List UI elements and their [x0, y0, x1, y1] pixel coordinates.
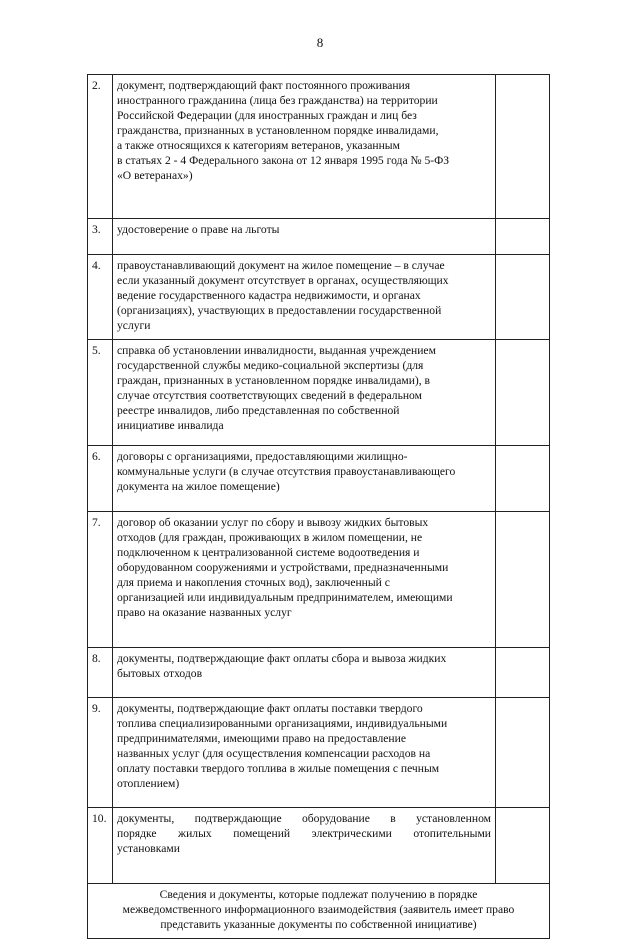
row-text-line: коммунальные услуги (в случае отсутствия правоустанавливающего — [117, 465, 456, 478]
empty-cell — [496, 698, 550, 808]
row-text-line: порядке жилых помещений электрическими отопительными — [117, 827, 491, 840]
footer-line: межведомственного информационного взаимодействия (заявитель имеет право — [122, 903, 515, 916]
table-row — [88, 446, 550, 512]
footer-line: представить указанные документы по собственной инициативе) — [160, 918, 477, 931]
row-text-line: документы, подтверждающие факт оплаты поставки твердого — [117, 702, 423, 715]
empty-cell — [496, 446, 550, 512]
row-text-line: ведение государственного кадастра недвижимости, и органах — [117, 289, 421, 302]
row-text-line: иностранного гражданина (лица без гражданства) на территории — [117, 94, 438, 107]
row-text-line: граждан, признанных в установленном порядке инвалидами), в — [117, 374, 431, 387]
row-text-line: инициативе инвалида — [117, 419, 224, 432]
row-text — [113, 808, 496, 884]
row-text-line: подключенном к централизованной системе водоотведения и — [117, 546, 420, 559]
row-text — [113, 446, 496, 512]
table-row — [88, 808, 550, 884]
row-text-line: услуги — [117, 319, 151, 332]
table-row — [88, 512, 550, 648]
row-text-line: договоры с организациями, предоставляющими жилищно- — [117, 450, 408, 463]
page-number: 8 — [316, 35, 324, 50]
row-text-line: отходов (для граждан, проживающих в жилом помещении, не — [117, 531, 423, 544]
row-text — [113, 512, 496, 648]
row-number: 3. — [88, 219, 113, 255]
row-text-line: оплату поставки твердого топлива в жилые помещения с печным — [117, 762, 440, 775]
row-text-line: (организациях), участвующих в предоставлении государственной — [117, 304, 442, 317]
row-number: 8. — [88, 648, 113, 698]
row-text-line: установками — [117, 842, 180, 855]
row-text-line: случае отсутствия соответствующих сведений в федеральном — [117, 389, 422, 402]
empty-cell — [496, 340, 550, 446]
row-text-line: правоустанавливающий документ на жилое помещение – в случае — [117, 259, 445, 272]
row-text-line: названных услуг (для осуществления компенсации расходов на — [117, 747, 431, 760]
row-text-line: топлива специализированными организациями, индивидуальными — [117, 717, 448, 730]
table-row — [88, 340, 550, 446]
row-text — [113, 340, 496, 446]
row-number: 7. — [88, 512, 113, 648]
row-text — [113, 255, 496, 340]
empty-cell — [496, 808, 550, 884]
row-number: 6. — [88, 446, 113, 512]
section-footer-row — [88, 884, 550, 939]
empty-cell — [496, 512, 550, 648]
table-row — [88, 255, 550, 340]
row-text-line: документы, подтверждающие факт оплаты сбора и вывоза жидких — [117, 652, 447, 665]
row-text-line: если указанный документ отсутствует в органах, осуществляющих — [117, 274, 449, 287]
row-number: 5. — [88, 340, 113, 446]
row-text — [113, 219, 496, 255]
row-text-line: Российской Федерации (для иностранных граждан и лиц без — [117, 109, 417, 122]
row-text-line: государственной службы медико-социальной экспертизы (для — [117, 359, 424, 372]
documents-table — [87, 74, 550, 939]
table-row — [88, 75, 550, 219]
row-text-line: организацией или индивидуальным предпринимателем, имеющими — [117, 591, 453, 604]
row-text-line: для приема и накопления сточных вод), заключенный с — [117, 576, 390, 589]
table-row — [88, 698, 550, 808]
row-text-line: право на оказание названных услуг — [117, 606, 292, 619]
row-text-line: документа на жилое помещение) — [117, 480, 280, 493]
row-text-line: гражданства, признанных в установленном порядке инвалидами, — [117, 124, 439, 137]
section-footer-text — [88, 884, 550, 939]
table-row — [88, 648, 550, 698]
row-text-line: а также относящихся к категориям ветеранов, указанным — [117, 139, 400, 152]
row-number: 2. — [88, 75, 113, 219]
row-text — [113, 648, 496, 698]
row-text-line: предпринимателями, имеющими право на предоставление — [117, 732, 406, 745]
row-number: 4. — [88, 255, 113, 340]
row-text-line: удостоверение о праве на льготы — [117, 223, 280, 236]
row-text-line: справка об установлении инвалидности, выданная учреждением — [117, 344, 436, 357]
empty-cell — [496, 75, 550, 219]
row-number: 10. — [88, 808, 113, 884]
row-text-line: реестре инвалидов, либо представленная по собственной — [117, 404, 400, 417]
row-text-line: оборудованном сооружениями и устройствами, предназначенными — [117, 561, 449, 574]
row-text-line: документы, подтверждающие оборудование в установленном — [117, 812, 491, 825]
row-text-line: документ, подтверждающий факт постоянного проживания — [117, 79, 411, 92]
empty-cell — [496, 219, 550, 255]
row-text-line: бытовых отходов — [117, 667, 203, 680]
row-text — [113, 75, 496, 219]
row-text — [113, 698, 496, 808]
row-text-line: договор об оказании услуг по сбору и вывозу жидких бытовых — [117, 516, 429, 529]
row-text-line: отоплением) — [117, 777, 180, 790]
table-row — [88, 219, 550, 255]
row-text-line: в статьях 2 - 4 Федерального закона от 12 января 1995 года № 5-ФЗ — [117, 154, 450, 167]
footer-line: Сведения и документы, которые подлежат получению в порядке — [159, 888, 478, 901]
row-text-line: «О ветеранах») — [117, 169, 193, 182]
row-number: 9. — [88, 698, 113, 808]
empty-cell — [496, 648, 550, 698]
empty-cell — [496, 255, 550, 340]
